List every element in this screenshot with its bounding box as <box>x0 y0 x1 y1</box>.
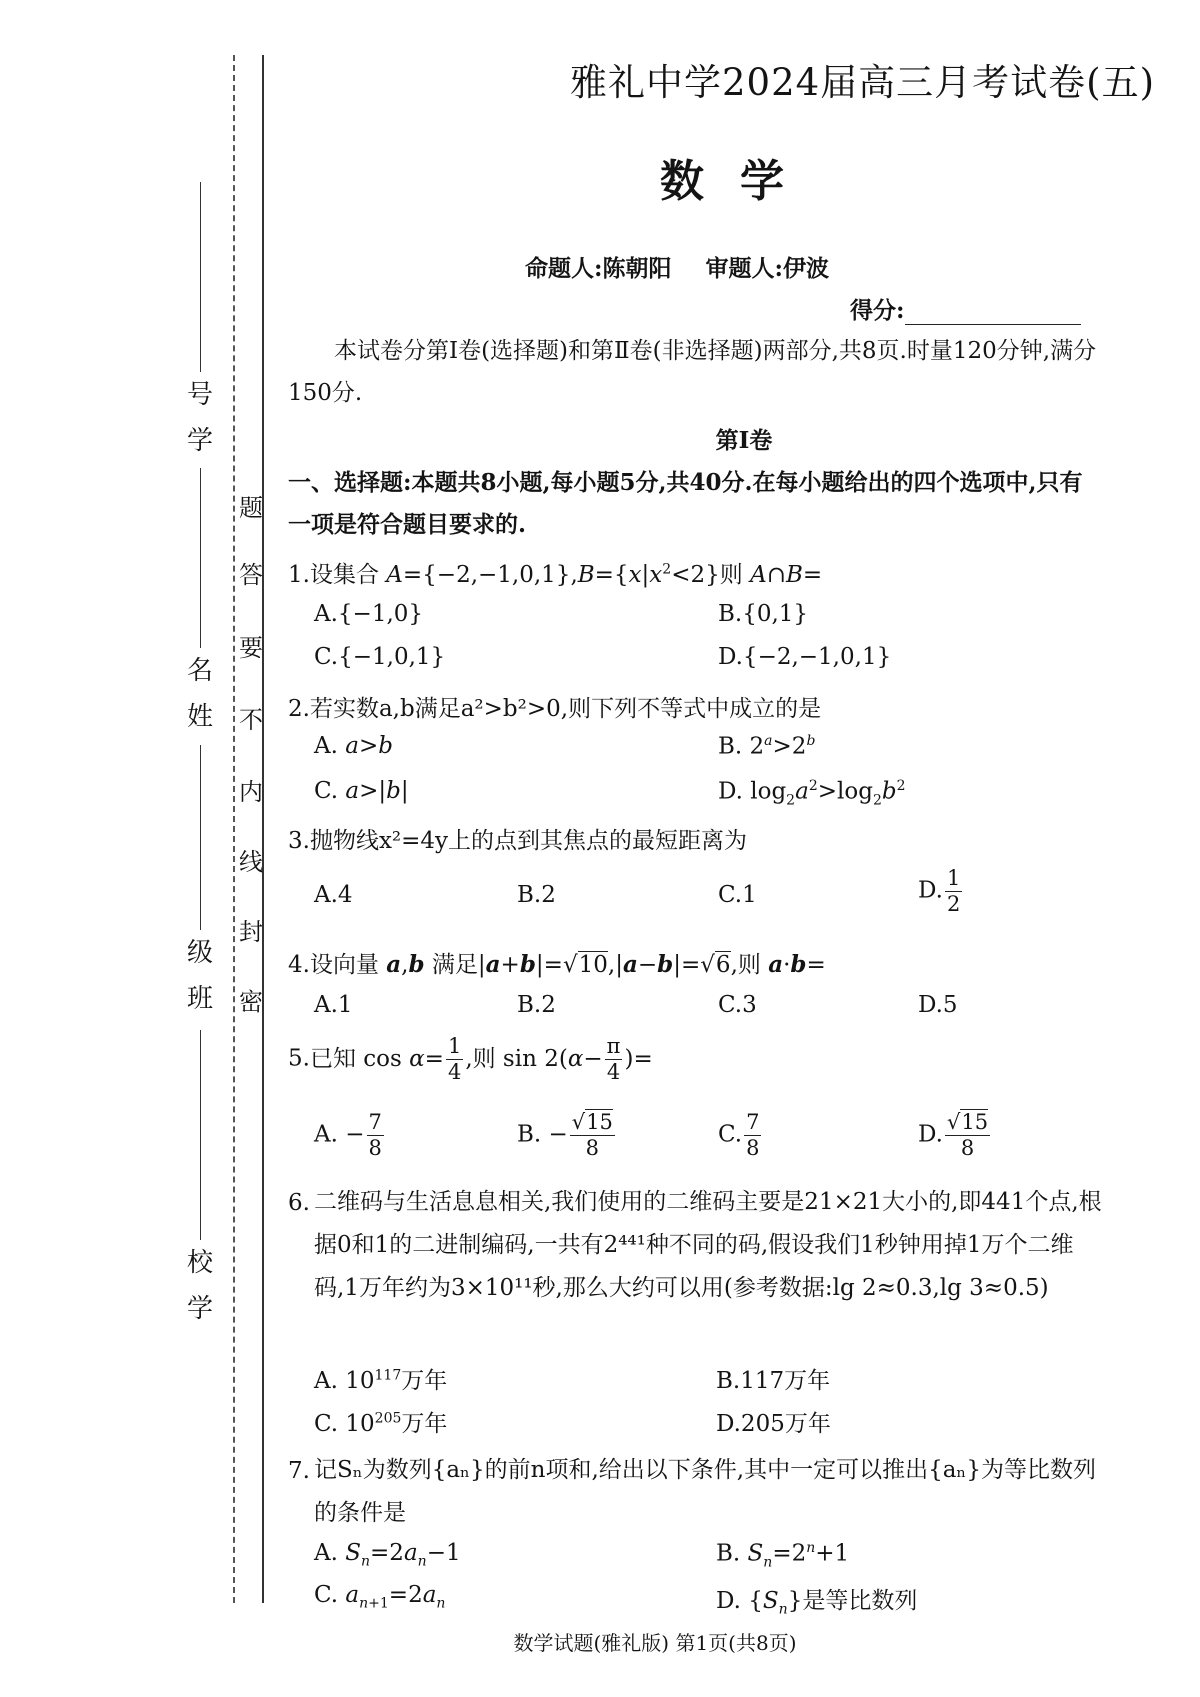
exam-intro: 本试卷分第Ⅰ卷(选择题)和第Ⅱ卷(非选择题)两部分,共8页.时量120分钟,满分150分. <box>288 338 1097 406</box>
option-c[interactable]: C.{−1,0,1} <box>314 644 446 670</box>
question-6-number: 6. <box>288 1190 310 1216</box>
question-3 <box>288 822 747 855</box>
reviewer: 审题人:伊波 <box>705 255 830 282</box>
option-a[interactable]: A. a>b <box>314 733 393 759</box>
option-b[interactable]: B.117万年 <box>716 1368 831 1394</box>
option-c[interactable]: C. $\frac{7}{8}$ <box>718 1110 760 1160</box>
school-blank[interactable] <box>200 1030 201 1240</box>
option-a[interactable]: A.4 <box>314 882 353 908</box>
student-id-blank[interactable] <box>200 182 201 372</box>
option-d[interactable]: D. $\frac{1}{2}$ <box>918 866 961 916</box>
option-b[interactable]: B.{0,1} <box>718 601 809 627</box>
option-d[interactable]: D. $\{S_n\}$是等比数列 <box>716 1588 918 1618</box>
seal-char: 线 <box>239 848 263 876</box>
question-number: 2. <box>288 696 310 722</box>
authors-line <box>525 250 855 283</box>
option-d[interactable]: D.5 <box>918 992 958 1018</box>
student-id-label: 号 <box>186 380 213 410</box>
question-7-text: 记Sₙ为数列{aₙ}的前n项和,给出以下条件,其中一定可以推出{aₙ}为等比数列的条件是 <box>314 1457 1096 1526</box>
question-text: 抛物线x²=4y上的点到其焦点的最短距离为 <box>309 828 748 854</box>
seal-char: 不 <box>239 706 263 734</box>
question-number: 5. <box>288 1045 310 1072</box>
section-title: 一、选择题:本题共8小题,每小题5分,共40分.在每小题给出的四个选项中,只有一项是符合题目要求的. <box>288 469 1083 538</box>
question-number: 1. <box>288 562 310 588</box>
seal-char: 答 <box>239 561 263 589</box>
option-c[interactable]: C. $10^{205}$万年 <box>314 1410 448 1437</box>
binding-dashed-line <box>233 55 235 1603</box>
class-blank[interactable] <box>200 745 201 930</box>
school-field: 校 学 <box>180 1030 220 1332</box>
option-c[interactable]: C. a>|b| <box>314 778 409 804</box>
page-footer: 数学试题(雅礼版) 第1页(共8页) <box>513 1631 797 1655</box>
option-b[interactable]: B. − $\frac{√15}{8}$ <box>517 1110 613 1160</box>
seal-char: 题 <box>239 494 263 522</box>
option-a[interactable]: A. $10^{117}$万年 <box>314 1367 448 1394</box>
name-field: 名 姓 <box>180 468 220 740</box>
option-c[interactable]: C.3 <box>718 992 757 1018</box>
exam-title: 雅礼中学2024届高三月考试卷(五) <box>570 61 1156 104</box>
option-d[interactable]: D. $\frac{√15}{8}$ <box>918 1110 989 1160</box>
question-text: 设集合 $A=\{-2,-1,0,1\},B=\{x|x^2<2\}$则 A∩B= <box>309 561 823 588</box>
score-label: 得分: <box>850 297 905 324</box>
question-text: 若实数a,b满足a²>b²>0,则下列不等式中成立的是 <box>309 696 822 722</box>
binding-solid-line <box>262 55 264 1603</box>
name-blank[interactable] <box>200 468 201 648</box>
question-text: 设向量 a,b 满足|a+b|=√10,|a−b|=√6,则 a·b= <box>309 951 826 978</box>
question-6-text: 二维码与生活息息相关,我们使用的二维码主要是21×21大小的,即441个点,根据0和1的二进制编码,一共有2⁴⁴¹种不同的码,假设我们1秒钟用掉1万个二维码,1万年约为3×10¹¹秒,那么大约可以用(参考数据:lg 2≈0.3,lg 3≈0.5) <box>314 1189 1102 1301</box>
part-title: 第Ⅰ卷 <box>715 427 773 454</box>
author: 命题人:陈朝阳 <box>525 255 672 282</box>
seal-char: 封 <box>239 918 263 946</box>
option-d[interactable]: D.{−2,−1,0,1} <box>718 644 892 670</box>
option-b[interactable]: B. $2^a>2^b$ <box>718 733 816 760</box>
question-5 <box>288 1036 653 1083</box>
question-4 <box>288 946 826 979</box>
option-c[interactable]: C. $a_{n+1}=2a_n$ <box>314 1582 446 1612</box>
subject-title: 数学 <box>660 156 820 207</box>
class-field: 级 班 <box>180 745 220 1022</box>
option-d[interactable]: D. $\log_2a^2>\log_2b^2$ <box>718 778 906 809</box>
question-1 <box>288 556 822 589</box>
option-d[interactable]: D.205万年 <box>716 1411 831 1437</box>
option-a[interactable]: A.{−1,0} <box>314 601 424 627</box>
seal-char: 要 <box>239 634 263 662</box>
option-c[interactable]: C.1 <box>718 882 757 908</box>
question-number: 4. <box>288 952 310 978</box>
option-b[interactable]: B. $S_n=2^n+1$ <box>716 1540 850 1571</box>
option-b[interactable]: B.2 <box>517 992 556 1018</box>
seal-char: 内 <box>239 778 263 806</box>
option-b[interactable]: B.2 <box>517 882 556 908</box>
seal-char: 密 <box>239 988 263 1016</box>
student-id-label-2: 学 <box>186 426 213 456</box>
question-7-number: 7. <box>288 1458 310 1484</box>
score-blank[interactable] <box>905 300 1081 325</box>
question-2 <box>288 690 821 723</box>
question-text: 已知 cos α= $\frac{1}{4}$ ,则 sin 2(α− $\frac{\pi}{4}$ )= <box>309 1034 653 1084</box>
question-number: 3. <box>288 828 310 854</box>
option-a[interactable]: A. $S_n=2a_n-1$ <box>314 1540 461 1570</box>
score-box <box>850 292 1081 325</box>
option-a[interactable]: A. − $\frac{7}{8}$ <box>314 1110 382 1160</box>
option-a[interactable]: A.1 <box>314 992 353 1018</box>
